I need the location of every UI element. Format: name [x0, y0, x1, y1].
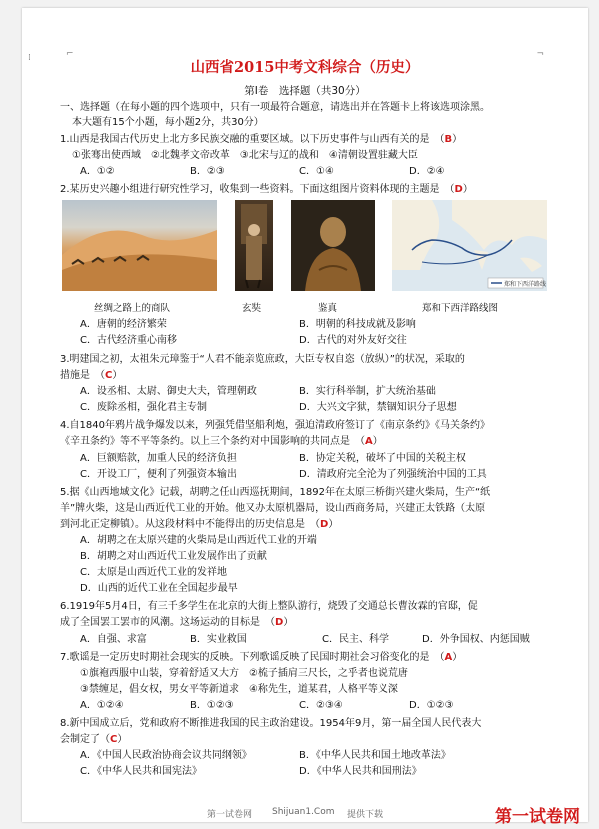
jianzhen-image: [291, 200, 375, 291]
q1-option-a: A．①②: [80, 166, 115, 177]
q2-answer: D: [454, 184, 463, 195]
q5-option-b: B．胡聘之对山西近代工业发展作出了贡献: [80, 551, 267, 562]
q6-answer: D: [275, 617, 284, 628]
footer-site: 第一试卷网: [207, 810, 253, 820]
q1-answer: B: [444, 134, 453, 145]
q5-answer: D: [320, 519, 329, 530]
q4-stem: 4.自1840年鸦片战争爆发以来，列强凭借坚船利炮，强迫清政府签订了《南京条约》《马关条约》: [60, 420, 490, 431]
q5-option-c: C．太原是山西近代工业的发祥地: [80, 567, 227, 578]
caption-zhenghe: 郑和下西洋路线图: [422, 303, 499, 314]
map-legend-label: 郑和下西洋路线: [504, 281, 547, 288]
q4-option-b: B．协定关税，破坏了中国的关税主权: [299, 453, 466, 464]
q2-option-b: B．明朝的科技成就及影响: [299, 319, 416, 330]
q3-answer: C: [105, 370, 113, 381]
q7-option-d: D．①②③: [409, 700, 454, 711]
footer-url[interactable]: Shijuan1.Com: [272, 807, 335, 817]
caption-jianzhen: 鉴真: [318, 303, 338, 314]
margin-dots-icon: ⁞: [28, 53, 32, 63]
q7-option-a: A．①②④: [80, 700, 124, 711]
document-title: 山西省2015中考文科综合（历史）: [190, 59, 420, 76]
q1-option-d: D．②④: [409, 166, 445, 177]
q8-option-b: B．《中华人民共和国土地改革法》: [299, 750, 451, 761]
caption-xuanzang: 玄奘: [242, 303, 262, 314]
q7-option-c: C．②③④: [299, 700, 343, 711]
q2-stem: 2.某历史兴趣小组进行研究性学习，收集到一些资料。下面这组图片资料体现的主题是 （D）: [60, 184, 473, 195]
q2-option-c: C．古代经济重心南移: [80, 335, 177, 346]
q8-stem: 8.新中国成立后，党和政府不断推进我国的民主政治建设。1954年9月，第一届全国人民代表大: [60, 718, 482, 729]
q8-stem-line2: 会制定了（C）: [60, 734, 128, 745]
q2-option-d: D．古代的对外友好交往: [299, 335, 407, 346]
q1-option-b: B．②③: [190, 166, 225, 177]
q6-option-b: B．实业救国: [190, 634, 247, 645]
document-page: [22, 8, 588, 827]
q2-option-a: A．唐朝的经济繁荣: [80, 319, 167, 330]
q8-option-d: D．《中华人民共和国刑法》: [299, 766, 422, 777]
footer-tail: 提供下载: [347, 810, 384, 820]
q7-items-line1: ①旗袍西服中山装，穿着舒适又大方 ②梳子插肩三尺长，之乎者也说荒唐: [80, 668, 408, 679]
q3-option-a: A．设丞相、太尉、御史大夫，管理朝政: [80, 386, 257, 397]
caption-caravan: 丝绸之路上的商队: [94, 303, 171, 314]
q7-items-line2: ③禁缠足，倡女权，男女平等新道求 ④称先生，道某君，人格平等义深: [80, 684, 398, 695]
q1-stem: 1.山西是我国古代历史上北方多民族交融的重要区域。以下历史事件与山西有关的是 （B）: [60, 134, 463, 145]
q1-items: ①张骞出使西域 ②北魏孝文帝改革 ③北宋与辽的战和 ④清朝设置驻藏大臣: [72, 150, 418, 161]
voyage-map-image: [392, 200, 547, 291]
q8-answer: C: [110, 734, 118, 745]
xuanzang-image: [235, 200, 273, 291]
q6-option-c: C．民主、科学: [322, 634, 389, 645]
q7-answer: A: [444, 652, 453, 663]
corner-mark-icon: ⌐: [66, 49, 74, 59]
q5-stem-line1: 5.据《山西地域文化》记载，胡聘之任山西巡抚期间，1892年在太原三桥街兴建火柴局，生产“纸: [60, 487, 491, 498]
q5-option-a: A．胡聘之在太原兴建的火柴局是山西近代工业的开端: [80, 535, 317, 546]
q7-stem: 7.歌谣是一定历史时期社会现实的反映。下列歌谣反映了民国时期社会习俗变化的是 （A）: [60, 652, 463, 663]
q5-option-d: D．山西的近代工业在全国起步最早: [80, 583, 238, 594]
q6-stem: 6.1919年5月4日，有三千多学生在北京的大街上整队游行，烧毁了交通总长曹汝霖的官邸，促: [60, 601, 478, 612]
instructions-line-1: 一、选择题（在每小题的四个选项中，只有一项最符合题意，请选出并在答题卡上将该选项涂黑。: [60, 102, 490, 113]
q6-stem-line2: 成了全国罢工罢市的风潮。这场运动的目标是 （D）: [60, 617, 294, 628]
q7-option-b: B．①②③: [190, 700, 234, 711]
site-logo: 第一试卷网: [495, 807, 580, 827]
q4-stem-line2: 《辛丑条约》等不平等条约。以上三个条约对中国影响的共同点是 （A）: [60, 436, 383, 447]
q8-option-a: A．《中国人民政治协商会议共同纲领》: [80, 750, 252, 761]
q6-option-a: A．自强、求富: [80, 634, 147, 645]
q5-stem-line2: 羊”牌火柴，这是山西近代工业的开始。他又办太原机器局，设山西商务局，兴建正太铁路（太原: [60, 503, 486, 514]
q1-option-c: C．①④: [299, 166, 334, 177]
q3-option-d: D．大兴文字狱，禁锢知识分子思想: [299, 402, 457, 413]
q4-option-d: D．清政府完全沦为了列强统治中国的工具: [299, 469, 487, 480]
q3-option-b: B．实行科举制，扩大统治基础: [299, 386, 436, 397]
instructions-line-2: 本大题有15个小题，每小题2分，共30分）: [72, 117, 264, 128]
q3-stem-line2: 措施是 （C）: [60, 370, 123, 381]
section-header: 第Ⅰ卷 选择题（共30分）: [244, 85, 366, 97]
sand-dunes-image: [62, 200, 217, 291]
q4-answer: A: [365, 436, 373, 447]
corner-mark-icon: ¬: [536, 49, 544, 59]
q5-stem-line3: 到河北正定柳镇）。从这段材料中不能得出的历史信息是 （D）: [60, 519, 339, 530]
q3-option-c: C．废除丞相，强化君主专制: [80, 402, 207, 413]
q4-option-c: C．开设工厂，便利了列强资本输出: [80, 469, 237, 480]
q6-option-d: D．外争国权、内惩国贼: [422, 634, 530, 645]
q3-stem: 3.明建国之初，太祖朱元璋鉴于“人君不能亲览庶政，大臣专权自恣（放纵）”的状况，采取的: [60, 354, 465, 365]
q4-option-a: A．巨额赔款，加重人民的经济负担: [80, 453, 237, 464]
q8-option-c: C．《中华人民共和国宪法》: [80, 766, 202, 777]
